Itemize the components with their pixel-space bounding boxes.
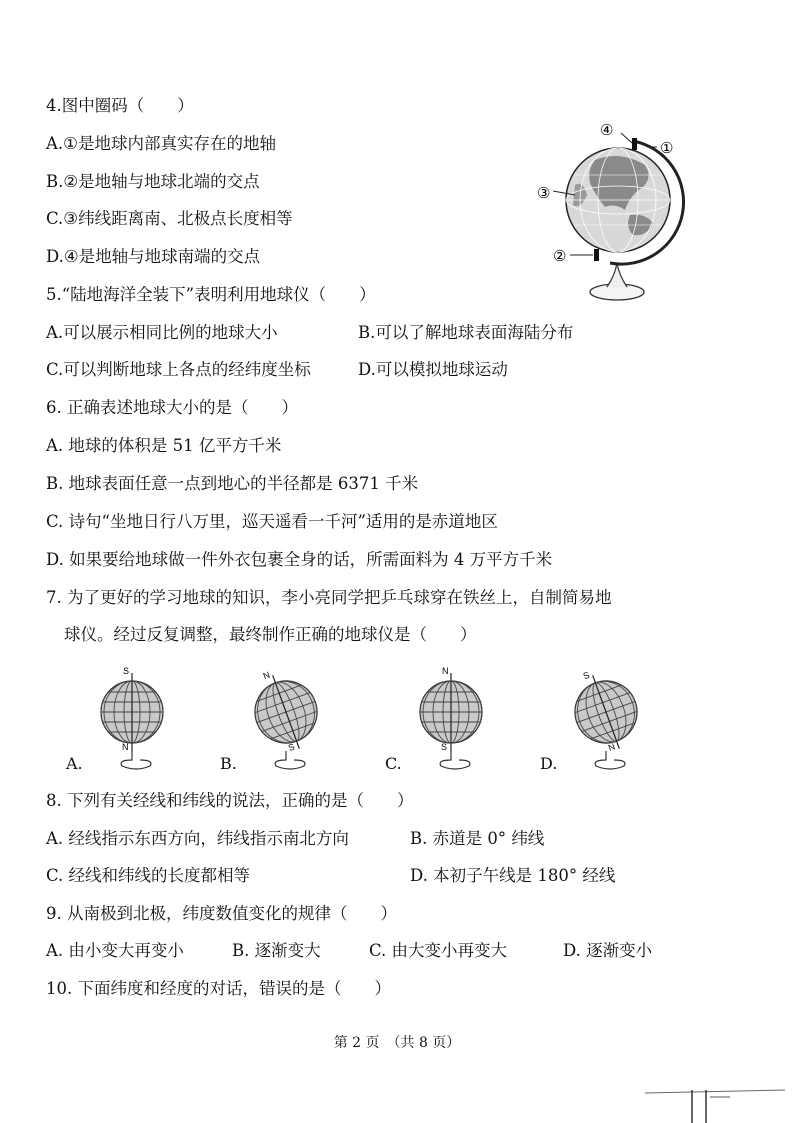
pole-label-bottom: S [286,741,296,754]
small-globe-icon [66,662,196,777]
q4-stem: 4.图中圈码（ ） [46,96,194,115]
q6-option-a: A. 地球的体积是 51 亿平方千米 [46,436,282,455]
pole-label-top: S [581,669,591,682]
label-2: ② [553,248,567,265]
q8-option-c: C. 经线和纬线的长度都相等 [46,866,251,885]
q8-option-a: A. 经线指示东西方向，纬线指示南北方向 [46,829,349,848]
pole-label-top: N [442,666,449,676]
q5-option-a: A.可以展示相同比例的地球大小 [46,323,278,342]
q9-option-d: D. 逐渐变小 [563,941,653,960]
q5-option-c: C.可以判断地球上各点的经纬度坐标 [46,360,311,379]
pole-label-top: N [261,669,272,682]
q10-stem: 10. 下面纬度和经度的对话，错误的是（ ） [46,979,391,998]
q7-option-label: C. [385,754,402,773]
q6-option-d: D. 如果要给地球做一件外衣包裹全身的话，所需面料为 4 万平方千米 [46,550,553,569]
q5-option-b: B.可以了解地球表面海陆分布 [358,323,574,342]
q7-option-a [66,662,196,777]
q7-stem-line2: 球仪。经过反复调整，最终制作正确的地球仪是（ ） [64,625,477,644]
q9-stem: 9. 从南极到北极，纬度数值变化的规律（ ） [46,904,397,923]
q9-option-c: C. 由大变小再变大 [369,941,508,960]
label-3: ③ [537,185,551,202]
q6-stem: 6. 正确表述地球大小的是（ ） [46,398,298,417]
small-globe-icon [220,662,350,777]
q7-option-label: D. [540,754,558,773]
q8-option-b: B. 赤道是 0° 纬线 [410,829,545,848]
q6-option-b: B. 地球表面任意一点到地心的半径都是 6371 千米 [46,474,419,493]
page-footer: 第 2 页 （共 8 页） [333,1035,461,1051]
q6-option-c: C. 诗句“坐地日行八万里，巡天遥看一千河”适用的是赤道地区 [46,512,498,531]
q8-option-d: D. 本初子午线是 180° 经线 [410,866,616,885]
label-1: ① [660,140,674,157]
q7-option-c [385,662,515,777]
pole-label-bottom: N [122,742,129,752]
q7-option-label: A. [66,754,83,773]
q4-option-b: B.②是地轴与地球北端的交点 [46,172,260,191]
q7-option-label: B. [220,754,237,773]
q9-option-a: A. 由小变大再变小 [46,941,184,960]
label-4: ④ [600,122,614,139]
q4-option-d: D.④是地轴与地球南端的交点 [46,247,261,266]
q4-option-c: C.③纬线距离南、北极点长度相等 [46,209,293,228]
q8-stem: 8. 下列有关经线和纬线的说法，正确的是（ ） [46,791,414,810]
q4-option-a: A.①是地球内部真实存在的地轴 [46,134,276,153]
small-globe-icon [540,662,670,777]
pole-label-bottom: N [606,741,617,754]
q7-stem-line1: 7. 为了更好的学习地球的知识，李小亮同学把乒乓球穿在铁丝上，自制简易地 [46,588,612,607]
q7-option-d [540,662,670,777]
q5-stem: 5.“陆地海洋全装下”表明利用地球仪（ ） [46,285,376,304]
small-globe-icon [385,662,515,777]
q7-option-b [220,662,350,777]
scan-artifact [640,1085,790,1123]
pole-label-bottom: S [441,742,448,752]
globe-figure [535,115,695,305]
q9-option-b: B. 逐渐变大 [232,941,321,960]
pole-label-top: S [123,666,130,676]
q5-option-d: D.可以模拟地球运动 [358,360,508,379]
